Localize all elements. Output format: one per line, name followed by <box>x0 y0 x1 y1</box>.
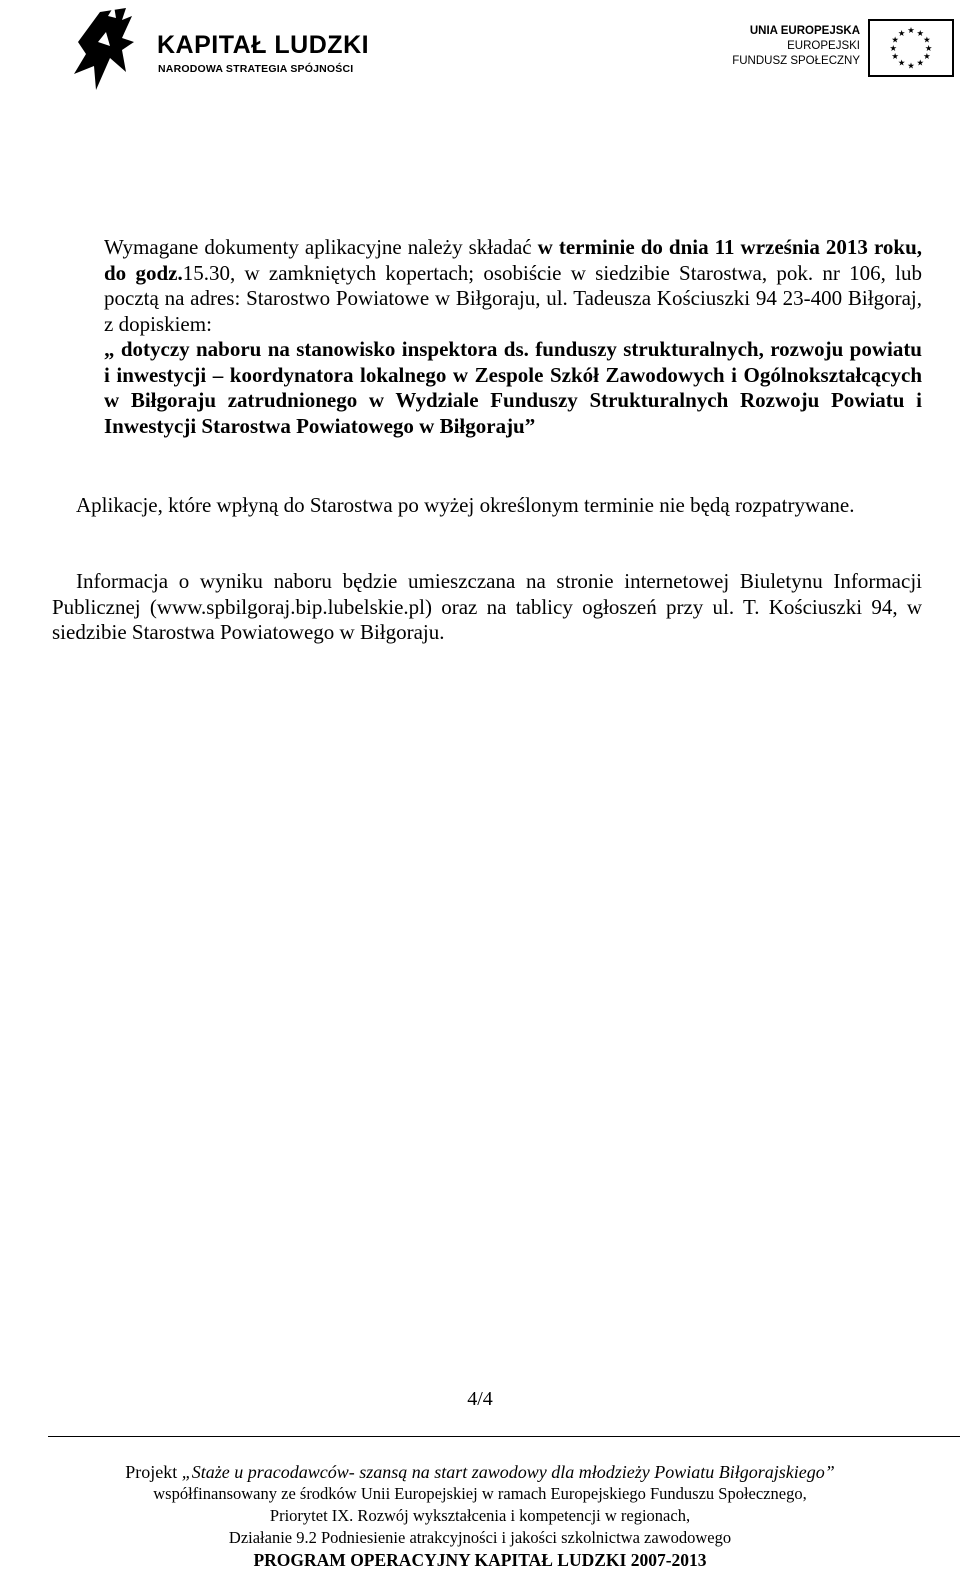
results-information: Informacja o wyniku naboru będzie umieszczana na stronie internetowej Biuletynu Informacji Publicznej (www.spbilgoraj.bip.lubelskie.pl) oraz na tablicy ogłoszeń przy ul. T. Kościuszki 94, w siedzibie Starostwa Powiatowego w Biłgoraju. <box>52 569 922 644</box>
instructions-text-1: Wymagane dokumenty aplikacyjne należy składać <box>104 235 538 259</box>
svg-text:★: ★ <box>897 27 906 38</box>
footer-measure-line: Działanie 9.2 Podniesienie atrakcyjności i jakości szkolnictwa zawodowego <box>228 1528 732 1547</box>
footer-cofinancing-line: współfinansowany ze środków Unii Europejskiej w ramach Europejskiego Funduszu Społecznego, <box>153 1484 807 1503</box>
kapital-ludzki-subtitle: NARODOWA STRATEGIA SPÓJNOŚCI <box>158 63 354 75</box>
svg-text:★: ★ <box>907 60 915 71</box>
eu-line-2: EUROPEJSKI <box>787 40 860 52</box>
svg-text:★: ★ <box>897 57 906 68</box>
footer-project-title: „Staże u pracodawców- szansą na start zawodowy dla młodzieży Powiatu Biłgorajskiego” <box>181 1462 835 1482</box>
svg-text:★: ★ <box>891 34 899 45</box>
deadline-bold: w terminie do dnia 11 września 2013 roku, do godz. <box>104 235 922 285</box>
svg-text:★: ★ <box>907 25 915 36</box>
svg-text:★: ★ <box>923 34 931 45</box>
footer-priority-line: Priorytet IX. Rozwój wykształcenia i kompetencji w regionach, <box>269 1506 691 1525</box>
eu-line-3: FUNDUSZ SPOŁECZNY <box>732 55 860 67</box>
footer-program-line: PROGRAM OPERACYJNY KAPITAŁ LUDZKI 2007-2013 <box>253 1550 707 1570</box>
svg-text:★: ★ <box>923 51 931 62</box>
footer-divider <box>48 1436 960 1437</box>
late-applications-note: Aplikacje, które wpłyną do Starostwa po wyżej określonym terminie nie będą rozpatrywane. <box>76 493 855 517</box>
application-instructions <box>104 235 922 439</box>
page-number: 4/4 <box>467 1388 493 1410</box>
project-footer <box>0 1461 960 1571</box>
svg-text:★: ★ <box>924 42 933 53</box>
svg-text:★: ★ <box>916 57 925 68</box>
eu-line-1: UNIA EUROPEJSKA <box>749 25 860 37</box>
eu-flag-icon <box>868 19 954 77</box>
footer-project-line <box>0 1461 960 1483</box>
footer-project-prefix: Projekt <box>125 1462 182 1482</box>
svg-text:★: ★ <box>889 42 898 53</box>
eu-logo-text <box>712 24 860 69</box>
svg-text:★: ★ <box>891 51 899 62</box>
kapital-ludzki-title: KAPITAŁ LUDZKI <box>157 31 370 59</box>
envelope-annotation-bold: „ dotyczy naboru na stanowisko inspektora ds. funduszy strukturalnych, rozwoju powiatu i inwestycji – koordynatora lokalnego w Zespole Szkół Zawodowych i Ogólnokształcących w Biłgoraju zatrudnionego w Wydziale Funduszy Strukturalnych Rozwoju Powiatu i Inwestycji Starostwa Powiatowego w Biłgoraju” <box>104 337 922 438</box>
kapital-ludzki-emblem-icon <box>74 8 134 90</box>
instructions-text-2: 15.30, w zamkniętych kopertach; osobiście w siedzibie Starostwa, pok. nr 106, lub pocztą na adres: Starostwo Powiatowe w Biłgoraju, ul. Tadeusza Kościuszki 94 23-400 Biłgoraj, z dopiskiem: <box>104 260 923 336</box>
svg-text:★: ★ <box>916 27 925 38</box>
